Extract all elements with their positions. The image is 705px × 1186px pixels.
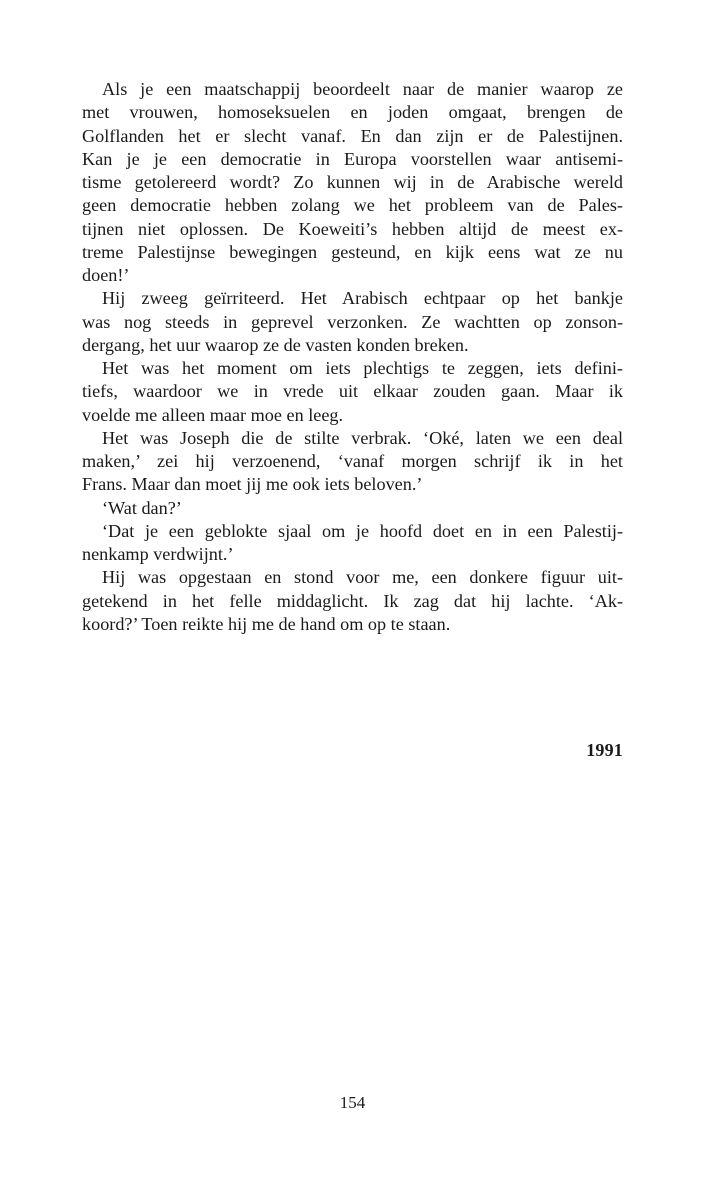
text-line: maken,’ zei hij verzoenend, ‘vanaf morgen schrijf ik in het [82, 451, 623, 471]
text-line: Hij was opgestaan en stond voor me, een donkere figuur uit- [102, 567, 623, 588]
body-text [82, 78, 623, 636]
text-line: tijnen niet oplossen. De Koeweiti’s hebben altijd de meest ex- [82, 218, 623, 239]
text-line: Kan je je een democratie in Europa voorstellen waar antisemi- [82, 148, 623, 169]
text-line: koord?’ Toen reikte hij me de hand om op te staan. [82, 613, 451, 634]
text-line: tisme getolereerd wordt? Zo kunnen wij in de Arabische wereld [82, 172, 623, 192]
text-line: met vrouwen, homoseksuelen en joden omgaat, brengen de [82, 102, 623, 123]
text-line: ‘Dat je een geblokte sjaal om je hoofd doet en in een Palestij- [102, 520, 623, 541]
text-line: Het was Joseph die de stilte verbrak. ‘Oké, laten we een deal [102, 427, 623, 448]
text-line: Hij zweeg geïrriteerd. Het Arabisch echtpaar op het bankje [102, 288, 623, 309]
page-number: 154 [339, 1093, 366, 1112]
text-line: Frans. Maar dan moet jij me ook iets beloven.’ [82, 474, 423, 495]
text-line: Golflanden het er slecht vanaf. En dan zijn er de Palestijnen. [82, 125, 623, 146]
text-line: treme Palestijnse bewegingen gesteund, en kijk eens wat ze nu [82, 241, 623, 262]
text-line: geen democratie hebben zolang we het probleem van de Pales- [82, 195, 623, 216]
text-line: getekend in het felle middaglicht. Ik zag dat hij lachte. ‘Ak- [82, 590, 623, 611]
text-line: nenkamp verdwijnt.’ [82, 544, 234, 564]
text-line: tiefs, waardoor we in vrede uit elkaar zouden gaan. Maar ik [82, 381, 623, 402]
text-line: was nog steeds in geprevel verzonken. Ze wachtten op zonson- [82, 311, 623, 332]
text-line: Als je een maatschappij beoordeelt naar de manier waarop ze [102, 79, 623, 99]
text-line: dergang, het uur waarop ze de vasten konden breken. [82, 334, 469, 355]
text-line: ‘Wat dan?’ [102, 497, 182, 518]
text-line: Het was het moment om iets plechtigs te zeggen, iets defini- [102, 358, 623, 378]
text-line: voelde me alleen maar moe en leeg. [82, 404, 344, 425]
text-line: doen!’ [82, 265, 130, 285]
date-signature: 1991 [586, 740, 623, 760]
